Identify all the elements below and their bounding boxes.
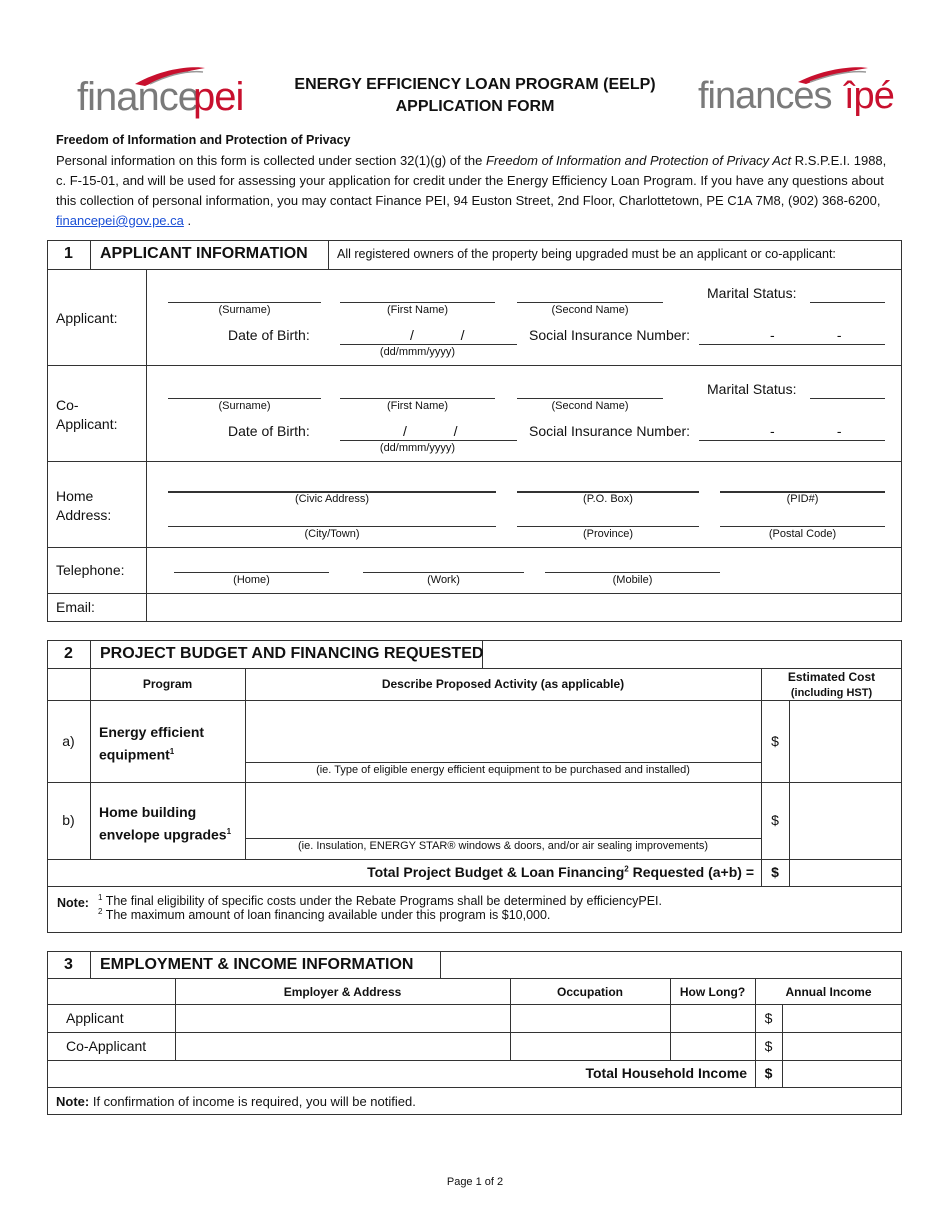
dob-format-caption: (dd/mmm/yyyy) [379, 346, 456, 358]
col-estimated-cost: Estimated Cost (including HST) [787, 670, 876, 699]
coapplicant-surname-field[interactable] [168, 398, 321, 399]
second-name-caption: (Second Name) [551, 400, 629, 412]
work-phone-caption: (Work) [427, 574, 460, 586]
coapplicant-income-dollar: $ [764, 1038, 773, 1054]
coapplicant-firstname-field[interactable] [340, 398, 495, 399]
row-a-cost-field[interactable] [790, 701, 901, 781]
row-a-hint: (ie. Type of eligible energy efficient equipment to be purchased and installed) [316, 764, 690, 776]
home-address-label: Home Address: [56, 488, 112, 523]
row-a-program: Energy efficient equipment$^1$ [99, 724, 205, 763]
section-3-note: Note: If confirmation of income is required, you will be notified. [56, 1094, 416, 1109]
col-activity: Describe Proposed Activity (as applicable) [381, 677, 625, 691]
financesipe-logo [698, 62, 908, 120]
section-3-title: EMPLOYMENT & INCOME INFORMATION [100, 956, 414, 973]
applicant-secondname-field[interactable] [517, 302, 663, 303]
row-b-cost-field[interactable] [790, 783, 901, 858]
pobox-caption: (P.O. Box) [583, 493, 633, 505]
financepei-logo [75, 62, 245, 120]
total-project-field[interactable] [790, 860, 901, 885]
row-a-letter: a) [62, 733, 75, 749]
mobile-phone-caption: (Mobile) [612, 574, 653, 586]
coapplicant-marital-field[interactable] [810, 398, 885, 399]
section-1-title: APPLICANT INFORMATION [100, 245, 308, 262]
col-annual-income: Annual Income [785, 985, 872, 999]
email-label: Email: [56, 599, 95, 615]
surname-caption: (Surname) [218, 400, 271, 412]
applicant-occupation-field[interactable] [511, 1005, 669, 1031]
home-phone-caption: (Home) [233, 574, 270, 586]
applicant-income-dollar: $ [764, 1010, 773, 1026]
civic-caption: (Civic Address) [295, 493, 369, 505]
applicant-howlong-field[interactable] [671, 1005, 754, 1031]
sin-label: Social Insurance Number: [529, 423, 691, 439]
foi-text: Personal information on this form is collected under section 32(1)(g) of the Freedom of Information and Protection of Privacy Act R.S.P.E.I. 1988, c. F-15-01, and will be used for assessing your application for credit under the Energy Efficiency Loan Program. If you have any questions about this collection of personal information, you may contact Finance PEI, 94 Euston Street, 2nd Floor, Charlottetown, PE C1A 7M8, (902) 368-6200, financepei@gov.pe.ca . [56, 153, 887, 228]
section-3-number: 3 [64, 956, 73, 973]
row-b-dollar: $ [771, 812, 779, 828]
section-2-note-1: $^1$ The final eligibility of specific costs under the Rebate Programs shall be determined by efficiencyPEI. [98, 893, 663, 909]
total-income-dollar: $ [764, 1065, 773, 1081]
section-1-note: All registered owners of the property being upgraded must be an applicant or co-applicant: [337, 247, 836, 261]
dob-format-caption: (dd/mmm/yyyy) [379, 442, 456, 454]
section-1-number: 1 [64, 245, 73, 262]
svg-text:pei: pei [193, 75, 244, 119]
dob-slashes: / / [403, 423, 458, 439]
applicant-surname-field[interactable] [168, 302, 321, 303]
email-link[interactable]: financepei@gov.pe.ca [56, 213, 184, 228]
dob-label: Date of Birth: [228, 423, 310, 439]
sin-dashes: - - [770, 423, 842, 439]
dob-label: Date of Birth: [228, 327, 310, 343]
coapplicant-income-field[interactable] [783, 1033, 901, 1059]
row-b-letter: b) [62, 812, 75, 828]
coapplicant-secondname-field[interactable] [517, 398, 663, 399]
first-name-caption: (First Name) [386, 304, 449, 316]
total-dollar: $ [771, 864, 779, 880]
total-household-income-label: Total Household Income [585, 1065, 747, 1081]
svg-text:finance: finance [77, 75, 199, 119]
coapplicant-employer-field[interactable] [176, 1033, 509, 1059]
home-phone-field[interactable] [174, 572, 329, 573]
marital-status-label: Marital Status: [707, 285, 797, 301]
page-number: Page 1 of 2 [446, 1176, 504, 1188]
form-title: ENERGY EFFICIENCY LOAN PROGRAM (EELP) APPLICATION FORM [294, 76, 656, 115]
col-program: Program [142, 677, 193, 691]
applicant-label: Applicant: [56, 310, 118, 326]
province-field[interactable] [517, 526, 699, 527]
postal-code-field[interactable] [720, 526, 885, 527]
total-project-label: Total Project Budget & Loan Financing$^2$ Requested (a+b) = [367, 864, 754, 880]
row-a-dollar: $ [771, 733, 779, 749]
col-occupation: Occupation [556, 985, 623, 999]
applicant-dob-field[interactable] [340, 344, 517, 345]
dob-slashes: / / [410, 327, 465, 343]
col-how-long: How Long? [679, 985, 746, 999]
coapplicant-label: Co- Applicant: [56, 397, 118, 432]
postal-caption: (Postal Code) [768, 528, 837, 540]
row-b-hint: (ie. Insulation, ENERGY STAR® windows & doors, and/or air sealing improvements) [298, 840, 708, 852]
mobile-phone-field[interactable] [545, 572, 720, 573]
sin-label: Social Insurance Number: [529, 327, 691, 343]
applicant-marital-field[interactable] [810, 302, 885, 303]
coapplicant-dob-field[interactable] [340, 440, 517, 441]
coapplicant-howlong-field[interactable] [671, 1033, 754, 1059]
employment-applicant-label: Applicant [66, 1010, 124, 1026]
svg-text:îpé: îpé [844, 75, 894, 117]
section-2-number: 2 [64, 645, 73, 662]
section-2-title: PROJECT BUDGET AND FINANCING REQUESTED [100, 645, 484, 662]
applicant-sin-field[interactable] [699, 344, 885, 345]
col-employer: Employer & Address [283, 985, 402, 999]
employment-coapplicant-label: Co-Applicant [66, 1038, 147, 1054]
section-2-note-label: Note: [57, 896, 89, 910]
coapplicant-occupation-field[interactable] [511, 1033, 669, 1059]
work-phone-field[interactable] [363, 572, 524, 573]
foi-heading: Freedom of Information and Protection of Privacy [56, 133, 351, 147]
telephone-label: Telephone: [56, 562, 125, 578]
applicant-firstname-field[interactable] [340, 302, 495, 303]
svg-text:finances: finances [698, 75, 832, 117]
row-a-activity-field[interactable] [246, 701, 760, 761]
sin-dashes: - - [770, 327, 842, 343]
province-caption: (Province) [582, 528, 634, 540]
surname-caption: (Surname) [218, 304, 271, 316]
applicant-income-field[interactable] [783, 1005, 901, 1031]
city-field[interactable] [168, 526, 496, 527]
marital-status-label: Marital Status: [707, 381, 797, 397]
first-name-caption: (First Name) [386, 400, 449, 412]
total-household-income-field[interactable] [783, 1061, 901, 1086]
city-caption: (City/Town) [304, 528, 360, 540]
section-2-note-2: $^2$ The maximum amount of loan financing available under this program is $10,000. [98, 907, 551, 923]
row-b-program: Home building envelope upgrades$^1$ [99, 804, 232, 843]
coapplicant-sin-field[interactable] [699, 440, 885, 441]
second-name-caption: (Second Name) [551, 304, 629, 316]
email-field[interactable] [147, 594, 901, 621]
applicant-employer-field[interactable] [176, 1005, 509, 1031]
row-b-activity-field[interactable] [246, 783, 760, 837]
pid-caption: (PID#) [786, 493, 819, 505]
